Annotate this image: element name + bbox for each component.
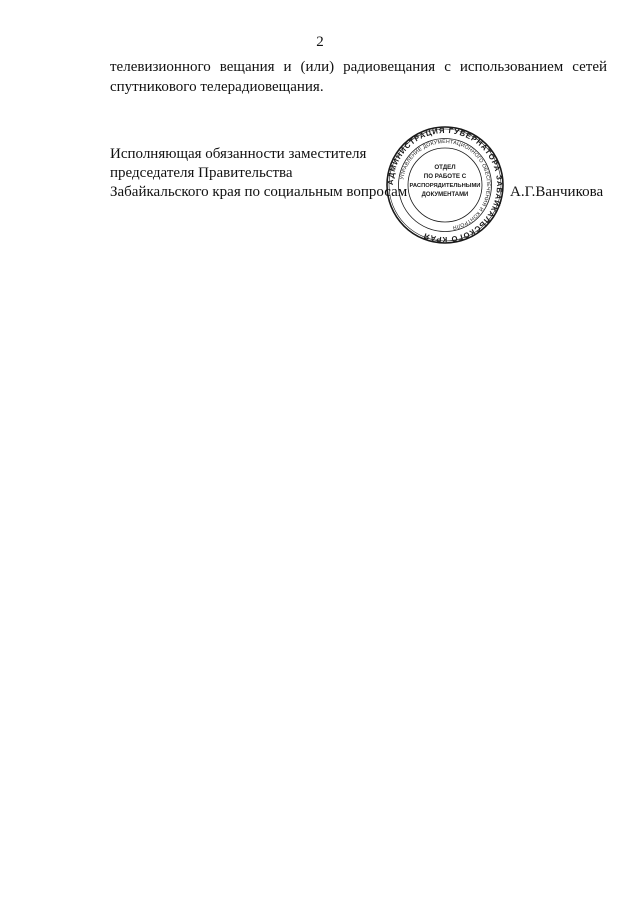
- signatory-title-line-3: Забайкальского края по социальным вопросам: [110, 184, 408, 200]
- page-number: 2: [316, 34, 324, 50]
- body-line-1: телевизионного вещания и (или) радиовещания с использованием сетей: [110, 59, 607, 75]
- stamp-outer-text: АДМИНИСТРАЦИЯ ГУБЕРНАТОРА ЗАБАЙКАЛЬСКОГО КРАЯ: [385, 125, 505, 245]
- body-line-2: спутникового телерадиовещания.: [110, 79, 324, 95]
- stamp-center-line-3: РАСПОРЯДИТЕЛЬНЫМИ: [409, 183, 481, 189]
- body-paragraph: [110, 57, 607, 97]
- signer-name: А.Г.Ванчикова: [510, 184, 604, 200]
- signatory-title-line-2: председателя Правительства: [110, 165, 293, 181]
- signatory-title-line-1: Исполняющая обязанности заместителя: [110, 146, 367, 162]
- signatory-title: [110, 145, 407, 202]
- stamp-center-line-2: ПО РАБОТЕ С: [423, 173, 467, 180]
- stamp-inner-ring-text: УПРАВЛЕНИЕ ДОКУМЕНТАЦИОННОГО ОБЕСПЕЧЕНИЯ И КОНТРОЛЯ: [399, 138, 492, 231]
- stamp-center-line-4: ДОКУМЕНТАМИ: [421, 192, 469, 198]
- stamp-center-line-1: ОТДЕЛ: [434, 164, 456, 171]
